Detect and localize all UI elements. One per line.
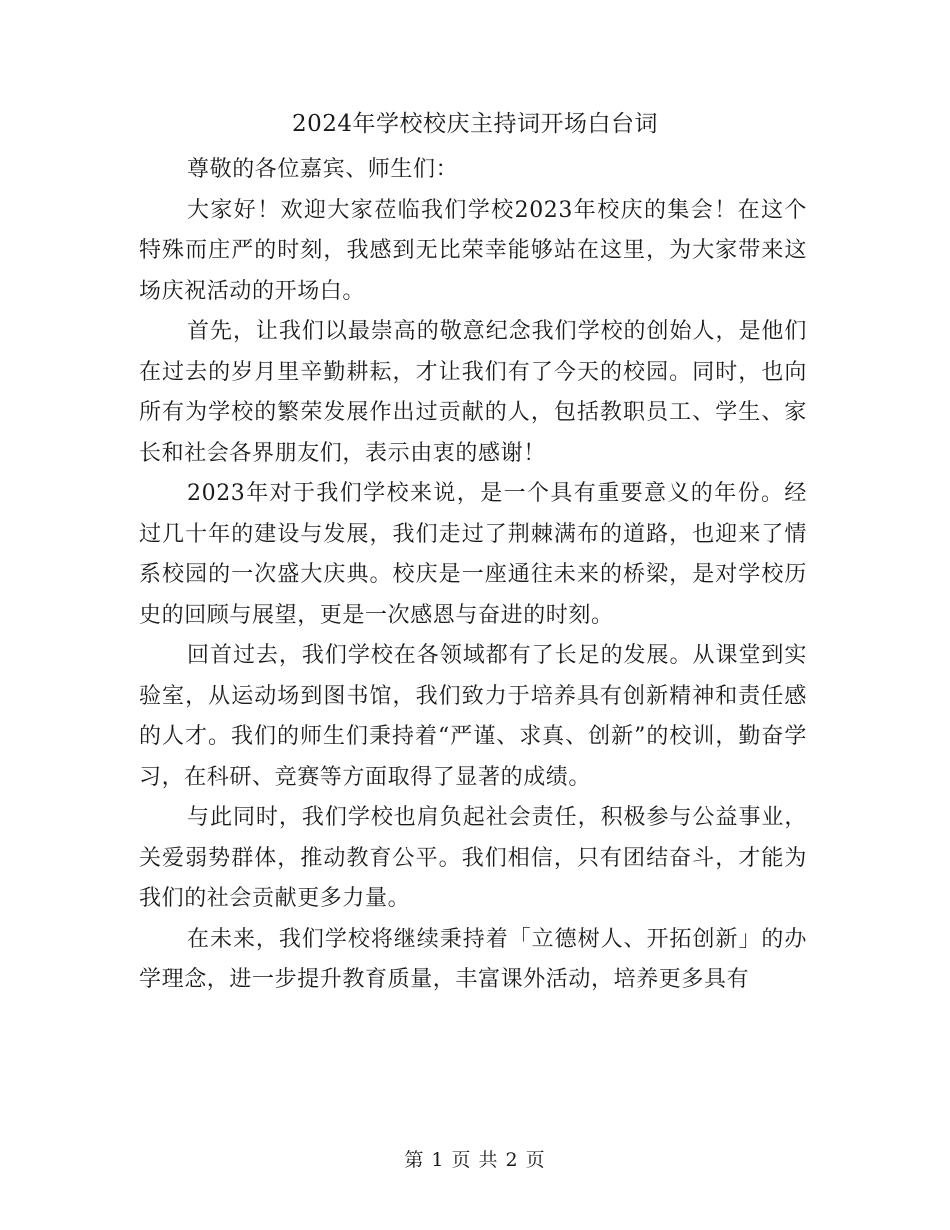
body-paragraph: 在未来，我们学校将继续秉持着「立德树人、开拓创新」的办学理念，进一步提升教育质量，丰富课外活动，培养更多具有 (139, 926, 807, 992)
body-paragraph: 大家好！欢迎大家莅临我们学校2023年校庆的集会！在这个特殊而庄严的时刻，我感到无比荣幸能够站在这里，为大家带来这场庆祝活动的开场白。 (139, 197, 807, 304)
body-paragraph: 回首过去，我们学校在各领域都有了长足的发展。从课堂到实验室，从运动场到图书馆，我们致力于培养具有创新精神和责任感的人才。我们的师生们秉持着“严谨、求真、创新”的校训，勤奋学习，在科研、竞赛等方面取得了显著的成绩。 (139, 643, 807, 790)
salutation-paragraph: 尊敬的各位嘉宾、师生们： (187, 157, 459, 182)
body-paragraph: 与此同时，我们学校也肩负起社会责任，积极参与公益事业，关爱弱势群体，推动教育公平。我们相信，只有团结奋斗，才能为我们的社会贡献更多力量。 (139, 805, 807, 911)
document-body (139, 150, 807, 1001)
body-paragraph: 首先，让我们以最崇高的敬意纪念我们学校的创始人，是他们在过去的岁月里辛勤耕耘，才让我们有了今天的校园。同时，也向所有为学校的繁荣发展作出过贡献的人，包括教职员工、学生、家长和社会各界朋友们，表示由衷的感谢！ (139, 319, 807, 466)
page-footer: 第 1 页 共 2 页 (404, 1149, 546, 1171)
body-paragraph: 2023年对于我们学校来说，是一个具有重要意义的年份。经过几十年的建设与发展，我们走过了荆棘满布的道路，也迎来了情系校园的一次盛大庆典。校庆是一座通往未来的桥梁，是对学校历史的回顾与展望，更是一次感恩与奋进的时刻。 (139, 481, 807, 628)
document-title: 2024年学校校庆主持词开场白台词 (291, 111, 659, 137)
